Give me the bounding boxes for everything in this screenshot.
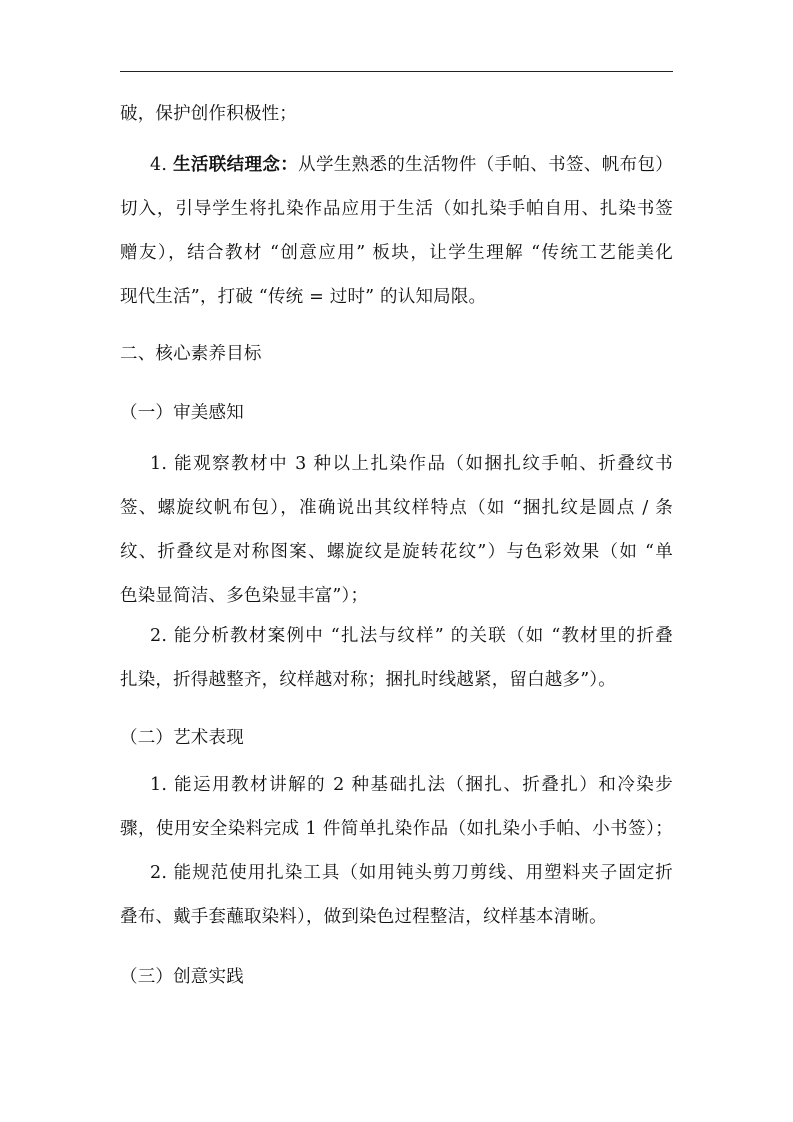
paragraph-line: 签、螺旋纹帆布包），准确说出其纹样特点（如 “捆扎纹是圆点 / 条 bbox=[120, 498, 673, 518]
paragraph-line: 赠友），结合教材 “创意应用” 板块，让学生理解 “传统工艺能美化 bbox=[120, 243, 673, 263]
paragraph-line: 切入，引导学生将扎染作品应用于生活（如扎染手帕自用、扎染书签 bbox=[120, 199, 673, 219]
subsection-heading: （一）审美感知 bbox=[120, 403, 244, 423]
paragraph-line: 1. 能运用教材讲解的 2 种基础扎法（捆扎、折叠扎）和冷染步 bbox=[150, 775, 673, 795]
section-heading: 二、核心素养目标 bbox=[120, 344, 262, 364]
item-4-first-line bbox=[150, 154, 673, 176]
paragraph-line: 现代生活”，打破 “传统 = 过时” 的认知局限。 bbox=[120, 287, 487, 307]
paragraph-line: 2. 能分析教材案例中 “扎法与纹样” 的关联（如 “教材里的折叠 bbox=[150, 626, 673, 646]
header-rule bbox=[120, 71, 673, 72]
paragraph-line: 扎染，折得越整齐，纹样越对称；捆扎时线越紧，留白越多”）。 bbox=[120, 670, 616, 690]
item-heading: 生活联结理念： bbox=[173, 155, 299, 175]
subsection-heading: （二）艺术表现 bbox=[120, 728, 244, 748]
paragraph-line: 1. 能观察教材中 3 种以上扎染作品（如捆扎纹手帕、折叠纹书 bbox=[150, 454, 673, 474]
paragraph-line: 破，保护创作积极性； bbox=[120, 104, 297, 124]
paragraph-line: 纹、折叠纹是对称图案、螺旋纹是旋转花纹”）与色彩效果（如 “单 bbox=[120, 542, 673, 562]
paragraph-line: 2. 能规范使用扎染工具（如用钝头剪刀剪线、用塑料夹子固定折 bbox=[150, 863, 673, 883]
paragraph-line: 骤，使用安全染料完成 1 件简单扎染作品（如扎染小手帕、小书签）； bbox=[120, 819, 673, 839]
item-text: 从学生熟悉的生活物件（手帕、书签、帆布包） bbox=[298, 155, 674, 175]
paragraph-line: 色染显简洁、多色染显丰富”）； bbox=[120, 586, 369, 606]
subsection-heading: （三）创意实践 bbox=[120, 967, 244, 987]
paragraph-line: 叠布、戴手套蘸取染料），做到染色过程整洁，纹样基本清晰。 bbox=[120, 907, 607, 927]
item-number: 4. bbox=[150, 155, 168, 175]
